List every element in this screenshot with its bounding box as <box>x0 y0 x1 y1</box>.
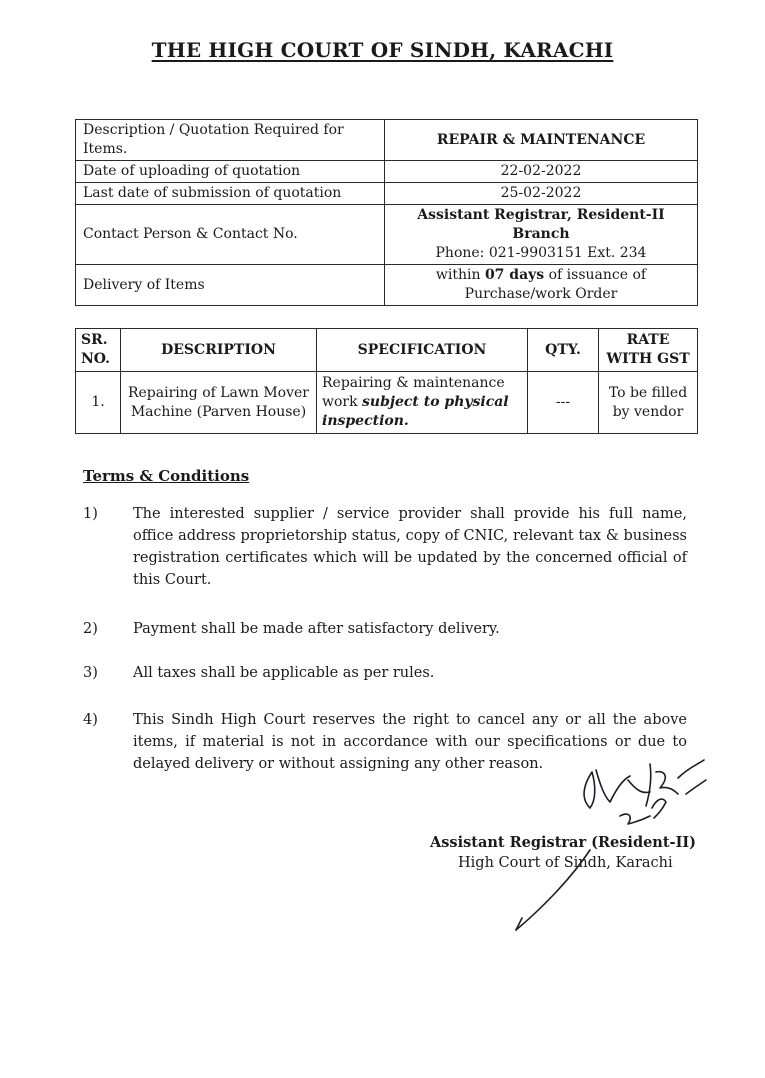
table-row <box>76 161 698 183</box>
info-label: Last date of submission of quotation <box>76 183 385 205</box>
delivery-line-2: Purchase/work Order <box>464 286 618 302</box>
signatory-block <box>430 832 700 874</box>
table-row <box>76 372 698 434</box>
table-row <box>76 183 698 205</box>
term-item <box>83 618 687 640</box>
header-text: SR. <box>81 332 108 348</box>
term-text: The interested supplier / service provider shall provide his full name, office address proprietorship status, copy of CNIC, relevant tax & business registration certificates which will be updated by the concerned official of this Court. <box>133 506 687 588</box>
specification-text: Repairing & maintenance <box>322 375 505 391</box>
spec-emphasis: subject to physical inspection. <box>322 394 509 429</box>
info-label: Date of uploading of quotation <box>76 161 385 183</box>
delivery-text: within <box>435 267 485 283</box>
info-value: REPAIR & MAINTENANCE <box>385 120 698 161</box>
column-header-qty: QTY. <box>528 329 599 372</box>
delivery-days: 07 days <box>484 267 545 283</box>
column-header-description: DESCRIPTION <box>121 329 317 372</box>
page-title: THE HIGH COURT OF SINDH, KARACHI <box>151 38 614 62</box>
column-header-specification: SPECIFICATION <box>317 329 528 372</box>
description-text: Machine (Parven House) <box>130 403 307 420</box>
info-value: 25-02-2022 <box>385 183 698 205</box>
table-header-row <box>76 329 698 372</box>
term-number: 1) <box>83 506 98 522</box>
term-text: All taxes shall be applicable as per rules. <box>133 665 435 681</box>
sr-cell: 1. <box>76 372 121 434</box>
spec-plain: work <box>322 394 363 410</box>
contact-phone: Phone: 021-9903151 Ext. 234 <box>435 245 647 261</box>
specification-cell <box>317 372 528 434</box>
term-number: 3) <box>83 665 98 681</box>
description-cell <box>121 372 317 434</box>
signatory-designation: Assistant Registrar (Resident-II) <box>430 834 696 851</box>
terms-heading: Terms & Conditions <box>83 467 250 485</box>
info-value <box>385 205 698 265</box>
header-text: NO. <box>81 351 111 367</box>
rate-text: by vendor <box>612 403 684 420</box>
term-number: 2) <box>83 621 98 637</box>
items-table <box>75 328 698 434</box>
header-text: RATE <box>626 332 670 348</box>
header-text: WITH GST <box>606 351 690 367</box>
info-value: 22-02-2022 <box>385 161 698 183</box>
signatory-office: High Court of Sindh, Karachi <box>458 855 673 871</box>
term-text: Payment shall be made after satisfactory delivery. <box>133 621 500 637</box>
qty-cell: --- <box>528 372 599 434</box>
info-label: Description / Quotation Required for Items. <box>76 120 385 161</box>
column-header-rate <box>599 329 698 372</box>
table-row <box>76 265 698 306</box>
term-text: This Sindh High Court reserves the right to cancel any or all the above items, if material is not in accordance with our specifications or due to delayed delivery or without assigning any other reason. <box>133 712 687 772</box>
info-label: Contact Person & Contact No. <box>76 205 385 265</box>
term-item <box>83 662 687 684</box>
delivery-line-1 <box>392 266 690 285</box>
rate-cell <box>599 372 698 434</box>
term-item <box>83 503 687 591</box>
info-label: Delivery of Items <box>76 265 385 306</box>
delivery-text: of issuance of <box>544 267 647 283</box>
rate-text: To be filled <box>608 384 688 401</box>
table-row <box>76 120 698 161</box>
description-text: Repairing of Lawn Mover <box>127 384 309 401</box>
specification-text <box>322 393 522 431</box>
quotation-info-table <box>75 119 698 306</box>
term-number: 4) <box>83 712 98 728</box>
column-header-sr <box>76 329 121 372</box>
contact-person: Assistant Registrar, Resident-II Branch <box>417 207 665 242</box>
table-row <box>76 205 698 265</box>
info-value <box>385 265 698 306</box>
